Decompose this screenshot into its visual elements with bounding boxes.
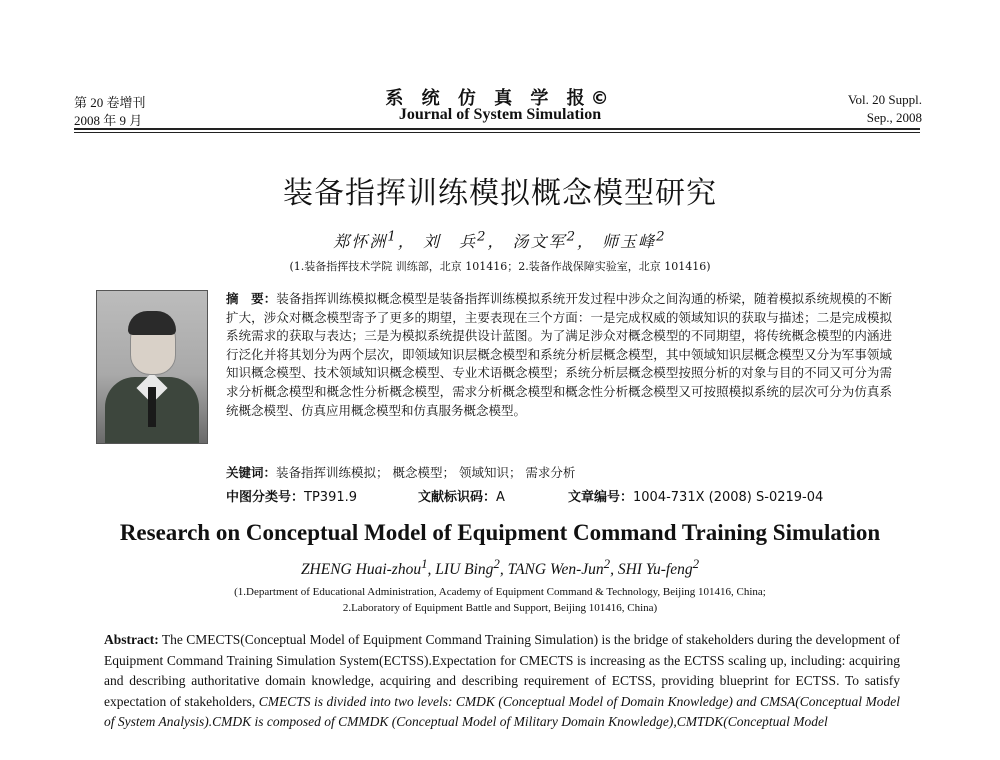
keywords-label: 关键词： xyxy=(226,465,277,480)
author-photo xyxy=(96,290,208,444)
affiliation-cn: (1.装备指挥技术学院 训练部，北京 101416；2.装备作战保障实验室，北京 101416) xyxy=(289,260,711,273)
author-en: LIU Bing$^2$, xyxy=(435,556,508,579)
affiliation-en-2: 2.Laboratory of Equipment Battle and Support, Beijing 101416, China) xyxy=(342,602,658,614)
clc-number: 中图分类号：TP391.9 xyxy=(226,490,358,505)
volume-en: Vol. 20 Suppl. xyxy=(847,92,922,107)
abstract-en-label: Abstract: xyxy=(104,632,159,647)
header-rule-thin xyxy=(74,132,920,133)
author-cn: 刘 兵$^2$ xyxy=(422,229,488,251)
keywords-text: 装备指挥训练模拟； 概念模型； 领域知识； 需求分析 xyxy=(276,465,576,480)
abstract-en-italic: CMECTS is divided into two levels: CMDK (Conceptual Model of Domain Knowledge) and CMSA(Conceptual Model of System Analysis).CMDK is composed of CMMDK (Conceptual Model of Military Domain Knowledge),CMTDK(Conceptual Model xyxy=(104,693,900,730)
affiliation-en-1: (1.Department of Educational Administration, Academy of Equipment Command & Technology, Beijing 101416, China; xyxy=(234,586,766,598)
paper-title-cn: 装备指挥训练模拟概念模型研究 xyxy=(283,176,717,211)
abstract-cn-label: 摘 要： xyxy=(226,291,277,306)
header-rule-thick xyxy=(74,128,920,130)
abstract-en-text: The CMECTS(Conceptual Model of Equipment Command Training Simulation) is the bridge of stakeholders during the development of Equipment Command Training Simulation System(ECTSS).Expectation for CMECTS is increasing as the ECTSS scaling up, including: acquiring and describing authoritative domain knowledge, acquiring and describing requirement of ECTSS, providing blueprint for ECTSS. To satisfy expectation of stakeholders, xyxy=(104,632,900,709)
authors-cn: 郑怀洲$^1$， 刘 兵$^2$， 汤文军$^2$， 师玉峰$^2$ xyxy=(333,229,667,251)
authors-en xyxy=(0,556,1000,579)
journal-name-cn: 系 统 仿 真 学 报© xyxy=(385,88,615,109)
abstract-cn xyxy=(226,290,892,420)
paper-title-en: Research on Conceptual Model of Equipment Command Training Simulation xyxy=(119,520,881,545)
keywords-cn xyxy=(226,463,575,481)
abstract-en xyxy=(104,630,900,733)
abstract-cn-text: 装备指挥训练模拟概念模型是装备指挥训练模拟系统开发过程中涉众之间沟通的桥梁，随着模拟系统规模的不断扩大，涉众对概念模型寄予了更多的期望，主要表现在三个方面：一是完成权威的领域知识的获取与描述；二是完成模拟系统需求的获取与表达；三是为模拟系统提供设计蓝图。为了满足涉众对概念模型的不同期望，将传统概念模型的内涵进行泛化并将其划分为两个层次，即领域知识层概念模型和系统分析层概念模型，其中领域知识层概念模型又分为军事领域知识概念模型、技术领域知识概念模型、专业术语概念模型；系统分析层概念模型按照分析的对象与目的不同又可分为需求分析概念模型和概念性分析概念模型，需求分析概念模型和概念性分析概念模型又可按照模拟系统的层次可分为仿真系统概念模型、仿真应用概念模型和仿真服务概念模型。 xyxy=(226,291,892,418)
author-cn: 师玉峰$^2$ xyxy=(602,229,667,251)
author-en: TANG Wen-Jun$^2$, xyxy=(507,556,618,579)
date-en: Sep., 2008 xyxy=(866,110,922,125)
volume-cn: 第 20 卷增刊 xyxy=(74,95,146,110)
journal-name-en: Journal of System Simulation xyxy=(398,106,602,123)
article-number: 文章编号：1004-731X (2008) S-0219-04 xyxy=(568,490,824,505)
author-en: SHI Yu-feng$^2$ xyxy=(617,556,700,579)
author-en: ZHENG Huai-zhou$^1$, xyxy=(300,556,436,579)
doc-code: 文献标识码：A xyxy=(418,490,505,505)
date-cn: 2008 年 9 月 xyxy=(74,113,143,128)
author-cn: 汤文军$^2$ xyxy=(512,229,578,251)
author-cn: 郑怀洲$^1$ xyxy=(333,229,398,251)
